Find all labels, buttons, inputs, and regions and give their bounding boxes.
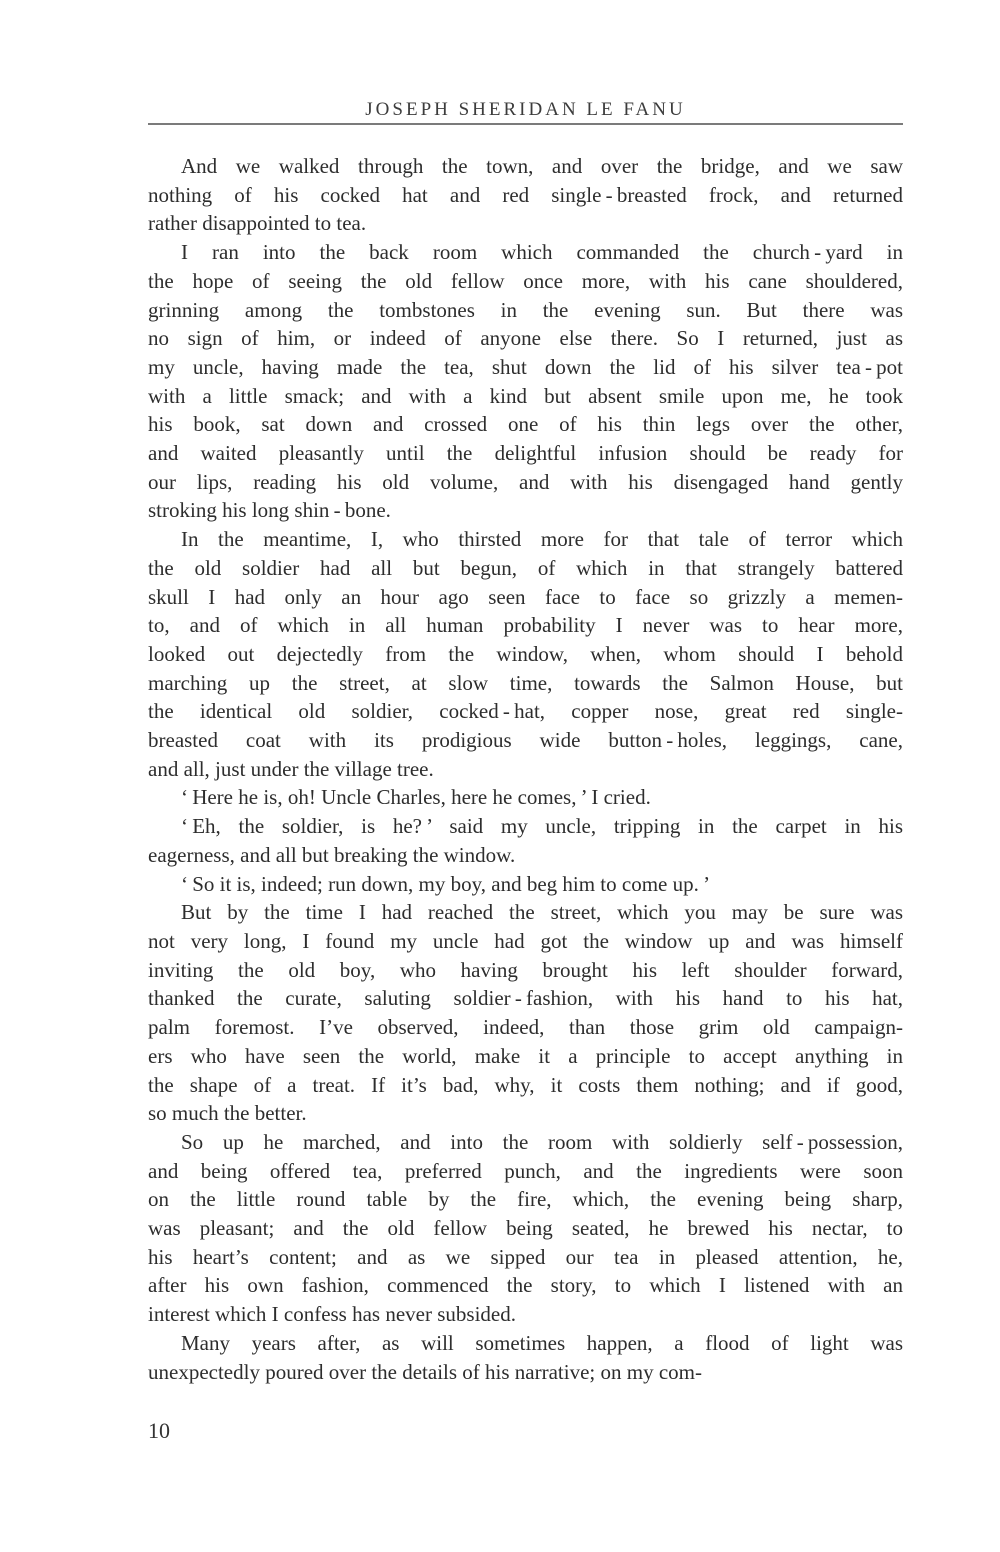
text-line: the shape of a treat. If it’s bad, why, it costs them nothing; and if good, [148,1072,903,1097]
page-number: 10 [148,1418,170,1443]
text-line: and waited pleasantly until the delightful infusion should be ready for [148,441,903,466]
text-line: marching up the street, at slow time, towards the Salmon House, but [148,670,903,695]
text-line: I ran into the back room which commanded the church - yard in [181,240,903,265]
text-line: and being offered tea, preferred punch, and the ingredients were soon [148,1158,903,1183]
paragraph [148,898,903,1128]
paragraph [148,152,903,238]
text-line: And we walked through the town, and over the bridge, and we saw [181,154,903,178]
paragraph [148,812,903,869]
body-text [148,152,903,1386]
paragraph [148,870,903,899]
paragraph [148,783,903,812]
text-line: the identical old soldier, cocked - hat, copper nose, great red single- [148,699,903,724]
text-line: nothing of his cocked hat and red single - breasted frock, and returned [148,182,903,207]
text-line: ers who have seen the world, make it a principle to accept anything in [148,1043,903,1068]
text-line: ‘ So it is, indeed; run down, my boy, and beg him to come up. ’ [181,871,711,896]
text-line: the old soldier had all but begun, of which in that strangely battered [148,555,903,580]
text-line: looked out dejectedly from the window, when, whom should I behold [148,641,903,666]
text-line: skull I had only an hour ago seen face to face so grizzly a memen- [148,584,903,609]
text-line: thanked the curate, saluting soldier - fashion, with his hand to his hat, [148,986,903,1011]
text-line: our lips, reading his old volume, and with his disengaged hand gently [148,469,903,494]
text-line: So up he marched, and into the room with soldierly self - possession, [181,1129,903,1154]
text-line: and all, just under the village tree. [148,756,434,781]
text-line: unexpectedly poured over the details of his narrative; on my com- [148,1359,702,1384]
text-line: my uncle, having made the tea, shut down the lid of his silver tea - pot [148,354,903,379]
text-line: no sign of him, or indeed of anyone else there. So I returned, just as [148,326,903,351]
paragraph [148,525,903,783]
text-line: on the little round table by the fire, which, the evening being sharp, [148,1187,903,1212]
header-rule [148,123,903,125]
text-line: his heart’s content; and as we sipped our tea in pleased attention, he, [148,1244,903,1269]
text-line: was pleasant; and the old fellow being seated, he brewed his nectar, to [148,1216,903,1241]
text-line: so much the better. [148,1101,307,1126]
text-line: grinning among the tombstones in the evening sun. But there was [148,297,903,322]
text-line: after his own fashion, commenced the story, to which I listened with an [148,1273,903,1298]
text-line: interest which I confess has never subsided. [148,1302,516,1327]
paragraph [148,1329,903,1386]
text-line: palm foremost. I’ve observed, indeed, than those grim old campaign- [148,1015,903,1040]
paragraph [148,1128,903,1329]
text-line: rather disappointed to tea. [148,211,367,236]
running-header: JOSEPH SHERIDAN LE FANU [365,99,686,120]
text-line: to, and of which in all human probability I never was to hear more, [148,613,903,638]
text-line: In the meantime, I, who thirsted more for that tale of terror which [181,527,903,552]
text-line: eagerness, and all but breaking the window. [148,842,516,867]
text-line: not very long, I found my uncle had got the window up and was himself [148,928,903,953]
text-line: stroking his long shin - bone. [148,498,391,523]
text-line: But by the time I had reached the street, which you may be sure was [181,900,903,925]
text-line: the hope of seeing the old fellow once more, with his cane shouldered, [148,268,903,293]
text-line: his book, sat down and crossed one of his thin legs over the other, [148,412,903,437]
text-line: with a little smack; and with a kind but absent smile upon me, he took [148,383,903,408]
text-line: ‘ Here he is, oh! Uncle Charles, here he comes, ’ I cried. [181,785,651,810]
text-line: Many years after, as will sometimes happen, a flood of light was [181,1330,903,1355]
text-line: inviting the old boy, who having brought his left shoulder forward, [148,957,903,982]
text-line: breasted coat with its prodigious wide button - holes, leggings, cane, [148,728,903,753]
paragraph [148,238,903,525]
text-line: ‘ Eh, the soldier, is he? ’ said my uncle, tripping in the carpet in his [181,814,903,839]
